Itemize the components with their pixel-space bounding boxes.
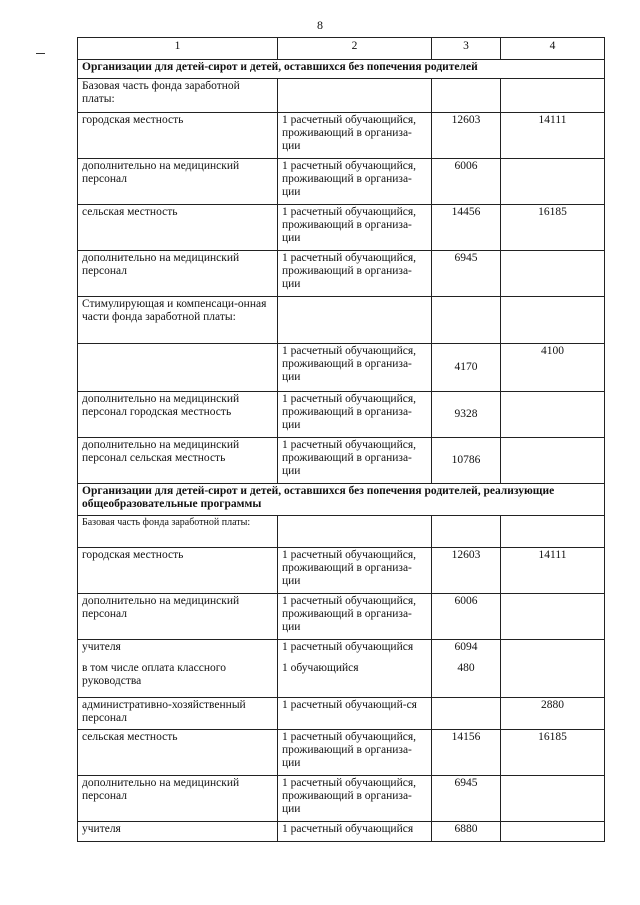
row-label: сельская местность xyxy=(78,730,278,776)
row-unit-main: 1 расчетный обучающийся xyxy=(282,641,414,653)
row-value-4: 16185 xyxy=(501,730,605,776)
table-row xyxy=(78,776,605,822)
table-row xyxy=(78,113,605,159)
row-value-3: 10786 xyxy=(432,438,501,484)
table-row xyxy=(78,516,605,548)
table-row xyxy=(78,822,605,842)
row-value-3: 14456 xyxy=(432,205,501,251)
row-value-4 xyxy=(501,640,605,698)
row-value-3: 6880 xyxy=(432,822,501,842)
row-value-main: 6094 xyxy=(454,641,478,653)
section-header-row xyxy=(78,60,605,79)
row-value-3: 6006 xyxy=(432,594,501,640)
row-unit: 1 расчетный обучающийся, проживающий в организа-ции xyxy=(278,392,432,438)
margin-mark xyxy=(36,53,45,54)
row-label-main: учителя xyxy=(82,641,121,653)
section-header-row xyxy=(78,484,605,516)
table-row xyxy=(78,392,605,438)
table-row xyxy=(78,159,605,205)
row-value-3 xyxy=(432,297,501,344)
row-unit: 1 расчетный обучающийся, проживающий в организа-ции xyxy=(278,730,432,776)
row-unit: 1 расчетный обучающийся, проживающий в организа-ции xyxy=(278,344,432,392)
row-unit: 1 расчетный обучающийся, проживающий в организа-ции xyxy=(278,594,432,640)
row-value-3: 4170 xyxy=(432,344,501,392)
row-value-3: 9328 xyxy=(432,392,501,438)
table-row xyxy=(78,344,605,392)
header-col-4: 4 xyxy=(501,38,605,60)
row-label: Базовая часть фонда заработной платы: xyxy=(78,516,278,548)
row-label: Базовая часть фонда заработной платы: xyxy=(78,79,278,113)
row-unit: 1 расчетный обучающийся, проживающий в организа-ции xyxy=(278,548,432,594)
table-row xyxy=(78,640,605,698)
row-value-3 xyxy=(432,640,501,698)
row-label: дополнительно на медицинский персонал xyxy=(78,159,278,205)
row-value-4: 2880 xyxy=(501,698,605,730)
norms-table xyxy=(77,37,605,842)
section-title: Организации для детей-сирот и детей, оставшихся без попечения родителей, реализующие общеобразовательные программы xyxy=(78,484,605,516)
row-value-3 xyxy=(432,79,501,113)
table-row xyxy=(78,251,605,297)
section-title: Организации для детей-сирот и детей, оставшихся без попечения родителей xyxy=(78,60,605,79)
table-row xyxy=(78,297,605,344)
row-label: дополнительно на медицинский персонал xyxy=(78,776,278,822)
row-unit xyxy=(278,297,432,344)
row-value-4 xyxy=(501,776,605,822)
row-value-3: 14156 xyxy=(432,730,501,776)
row-label xyxy=(78,640,278,698)
row-unit: 1 расчетный обучающийся xyxy=(278,822,432,842)
row-value-3: 12603 xyxy=(432,548,501,594)
header-col-3: 3 xyxy=(432,38,501,60)
row-label: городская местность xyxy=(78,113,278,159)
header-col-2: 2 xyxy=(278,38,432,60)
row-value-4: 4100 xyxy=(501,344,605,392)
row-value-4: 16185 xyxy=(501,205,605,251)
row-label: дополнительно на медицинский персонал сельская местность xyxy=(78,438,278,484)
table-row xyxy=(78,438,605,484)
row-unit: 1 расчетный обучающий-ся xyxy=(278,698,432,730)
row-label: Стимулирующая и компенсаци-онная части фонда заработной платы: xyxy=(78,297,278,344)
table-row xyxy=(78,730,605,776)
row-value-4 xyxy=(501,594,605,640)
row-value-4 xyxy=(501,79,605,113)
row-label: городская местность xyxy=(78,548,278,594)
row-value-3 xyxy=(432,698,501,730)
row-value-4 xyxy=(501,297,605,344)
row-unit: 1 расчетный обучающийся, проживающий в организа-ции xyxy=(278,438,432,484)
row-label-sub: в том числе оплата классного руководства xyxy=(82,661,226,687)
row-value-sub: 480 xyxy=(457,661,475,674)
row-value-4: 14111 xyxy=(501,113,605,159)
row-unit: 1 расчетный обучающийся, проживающий в организа-ции xyxy=(278,251,432,297)
row-value-4 xyxy=(501,392,605,438)
table-row xyxy=(78,79,605,113)
row-value-3: 12603 xyxy=(432,113,501,159)
row-value-4: 14111 xyxy=(501,548,605,594)
row-value-3 xyxy=(432,516,501,548)
header-col-1: 1 xyxy=(78,38,278,60)
row-value-3: 6945 xyxy=(432,251,501,297)
row-unit: 1 расчетный обучающийся, проживающий в организа-ции xyxy=(278,159,432,205)
row-value-4 xyxy=(501,159,605,205)
row-value-3: 6006 xyxy=(432,159,501,205)
table-row xyxy=(78,548,605,594)
row-unit: 1 расчетный обучающийся, проживающий в организа-ции xyxy=(278,205,432,251)
page-number: 8 xyxy=(317,18,323,32)
row-unit xyxy=(278,79,432,113)
row-unit xyxy=(278,516,432,548)
row-value-3: 6945 xyxy=(432,776,501,822)
row-label: дополнительно на медицинский персонал xyxy=(78,594,278,640)
row-label: дополнительно на медицинский персонал xyxy=(78,251,278,297)
row-label: сельская местность xyxy=(78,205,278,251)
row-value-4 xyxy=(501,251,605,297)
table-row xyxy=(78,205,605,251)
table-row xyxy=(78,698,605,730)
row-value-4 xyxy=(501,438,605,484)
row-unit xyxy=(278,640,432,698)
table-row xyxy=(78,594,605,640)
row-unit: 1 расчетный обучающийся, проживающий в организа-ции xyxy=(278,776,432,822)
row-label: административно-хозяйственный персонал xyxy=(78,698,278,730)
row-unit: 1 расчетный обучающийся, проживающий в организа-ции xyxy=(278,113,432,159)
row-label: учителя xyxy=(78,822,278,842)
row-label xyxy=(78,344,278,392)
row-unit-sub: 1 обучающийся xyxy=(282,661,359,674)
table-header-row xyxy=(78,38,605,60)
row-value-4 xyxy=(501,822,605,842)
row-label: дополнительно на медицинский персонал городская местность xyxy=(78,392,278,438)
row-value-4 xyxy=(501,516,605,548)
